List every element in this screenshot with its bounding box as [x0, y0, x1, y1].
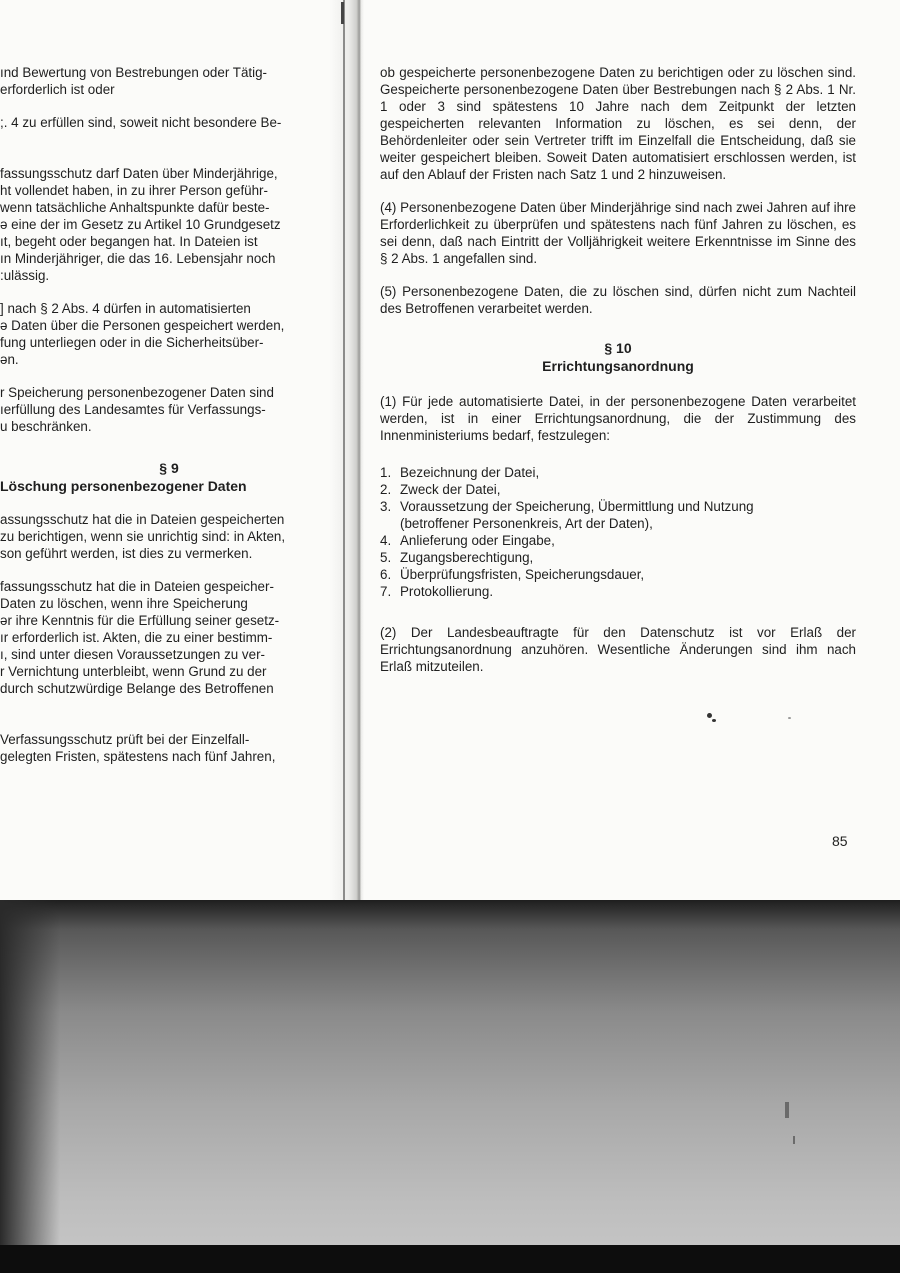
list-item	[380, 464, 856, 481]
list-number: 4.	[380, 533, 392, 548]
text-line: zu berichtigen, wenn sie unrichtig sind: in Akten,	[0, 529, 286, 544]
paragraph-3-continued: ob gespeicherte personenbezogene Daten zu berichtigen oder zu löschen sind. Gespeicherte personenbezogene Daten über Bestrebungen nach § 2 Abs. 1 Nr. 1 oder 3 sind spätestens 10 Jahre nach dem Zeitpunkt der letzten gespeicherten relevanten Information zu löschen, es sei denn, der Behördenleiter oder sein Vertreter trifft im Einzelfall die Entscheidung, daß sie weiter gespeichert bleiben. Soweit Daten automatisiert erschlossen werden, ist auf den Ablauf der Fristen nach Satz 1 und 2 hinzuweisen.	[380, 65, 856, 182]
text-line: u beschränken.	[0, 419, 92, 434]
text-line: ən.	[0, 352, 19, 367]
list-number: 1.	[380, 465, 392, 480]
section-9-heading	[0, 459, 318, 495]
text-line: fung unterliegen oder in die Sicherheitsüber-	[0, 335, 264, 350]
left-block-h	[0, 731, 318, 765]
text-line: ı, sind unter diesen Voraussetzungen zu ver-	[0, 647, 265, 662]
text-line: ht vollendet haben, in zu ihrer Person geführ-	[0, 183, 268, 198]
section-number: § 10	[604, 340, 632, 356]
scan-artifact	[785, 1102, 789, 1118]
list-item	[380, 549, 856, 566]
list-number: 3.	[380, 499, 392, 514]
text-line: Verfassungsschutz prüft bei der Einzelfall-	[0, 732, 250, 747]
text-line: ıt, begeht oder begangen hat. In Dateien ist	[0, 234, 258, 249]
text-line: :ulässig.	[0, 268, 50, 283]
text-line: durch schutzwürdige Belange des Betroffenen	[0, 681, 274, 696]
paragraph-10-2: (2) Der Landesbeauftragte für den Datenschutz ist vor Erlaß der Errichtungsanordnung anzuhören. Wesentliche Änderungen sind ihm nach Erlaß mitzuteilen.	[380, 625, 856, 674]
text-line: wenn tatsächliche Anhaltspunkte dafür beste-	[0, 200, 270, 215]
list-number: 7.	[380, 584, 392, 599]
book-gutter	[330, 0, 364, 900]
list-text: Anlieferung oder Eingabe,	[400, 533, 555, 548]
left-block-b	[0, 114, 318, 131]
paragraph-4: (4) Personenbezogene Daten über Minderjährige sind nach zwei Jahren auf ihre Erforderlichkeit zu überprüfen und spätestens nach fünf Jahren zu löschen, es sei denn, daß nach Eintritt der Volljährigkeit weitere Erkenntnisse im Sinne des § 2 Abs. 1 angefallen sind.	[380, 200, 856, 266]
list-number: 5.	[380, 550, 392, 565]
section-10-heading	[380, 339, 856, 375]
text-line: ;. 4 zu erfüllen sind, soweit nicht besondere Be-	[0, 115, 282, 130]
list-text: Überprüfungsfristen, Speicherungsdauer,	[400, 567, 645, 582]
paragraph-10-1: (1) Für jede automatisierte Datei, in der personenbezogene Daten verarbeitet werden, ist in einer Errichtungsanordnung, die der Zustimmung des Innenministeriums bedarf, festzulegen:	[380, 394, 856, 443]
list-item	[380, 481, 856, 498]
text-line: ər ihre Kenntnis für die Erfüllung seiner gesetz-	[0, 613, 280, 628]
requirements-list	[380, 464, 856, 600]
left-block-g	[0, 578, 318, 697]
text-line: ə Daten über die Personen gespeichert werden,	[0, 318, 285, 333]
left-block-d	[0, 300, 318, 368]
text-line: assungsschutz hat die in Dateien gespeicherten	[0, 512, 285, 527]
ink-speck	[712, 719, 716, 722]
right-page-text	[380, 64, 856, 691]
left-block-e	[0, 384, 318, 435]
left-page-text	[0, 64, 318, 765]
scanner-shadow-area	[0, 900, 900, 1273]
text-line: fassungsschutz darf Daten über Minderjährige,	[0, 166, 278, 181]
text-line: ə eine der im Gesetz zu Artikel 10 Grundgesetz	[0, 217, 281, 232]
left-block-c	[0, 165, 318, 284]
list-number: 2.	[380, 482, 392, 497]
text-line: ır erforderlich ist. Akten, die zu einer bestimm-	[0, 630, 273, 645]
gutter-mark	[341, 2, 344, 24]
text-line: r Vernichtung unterbleibt, wenn Grund zu der	[0, 664, 267, 679]
text-line: ınd Bewertung von Bestrebungen oder Tätig-	[0, 65, 267, 80]
text-line: ] nach § 2 Abs. 4 dürfen in automatisierten	[0, 301, 251, 316]
text-line: ın Minderjähriger, die das 16. Lebensjahr noch	[0, 251, 276, 266]
text-line: son geführt werden, ist dies zu vermerken.	[0, 546, 253, 561]
text-line: gelegten Fristen, spätestens nach fünf Jahren,	[0, 749, 276, 764]
ink-speck	[707, 713, 712, 718]
text-line: Daten zu löschen, wenn ihre Speicherung	[0, 596, 248, 611]
gutter-fold-line	[343, 0, 345, 900]
text-line: ıerfüllung des Landesamtes für Verfassungs-	[0, 402, 266, 417]
scanner-edge-shadow	[0, 900, 60, 1273]
scan-artifact	[793, 1136, 795, 1144]
list-text-continued: (betroffener Personenkreis, Art der Daten),	[400, 516, 653, 531]
page-number: 85	[832, 833, 848, 849]
paragraph-5: (5) Personenbezogene Daten, die zu löschen sind, dürfen nicht zum Nachteil des Betroffenen verarbeitet werden.	[380, 284, 856, 316]
text-line: erforderlich ist oder	[0, 82, 115, 97]
list-text: Bezeichnung der Datei,	[400, 465, 540, 480]
section-number: § 9	[159, 460, 179, 476]
ink-speck	[788, 717, 791, 719]
text-line: fassungsschutz hat die in Dateien gespeicher-	[0, 579, 274, 594]
list-item	[380, 583, 856, 600]
list-item	[380, 498, 856, 532]
section-title: Löschung personenbezogener Daten	[0, 478, 247, 494]
list-number: 6.	[380, 567, 392, 582]
list-text: Zugangsberechtigung,	[400, 550, 534, 565]
list-item	[380, 566, 856, 583]
list-text: Voraussetzung der Speicherung, Übermittlung und Nutzung	[400, 499, 754, 514]
list-item	[380, 532, 856, 549]
section-title: Errichtungsanordnung	[542, 358, 694, 374]
left-block-a	[0, 64, 318, 98]
left-block-f	[0, 511, 318, 562]
text-line: r Speicherung personenbezogener Daten sind	[0, 385, 274, 400]
scanner-bottom-edge	[0, 1245, 900, 1273]
list-text: Zweck der Datei,	[400, 482, 501, 497]
list-text: Protokollierung.	[400, 584, 494, 599]
